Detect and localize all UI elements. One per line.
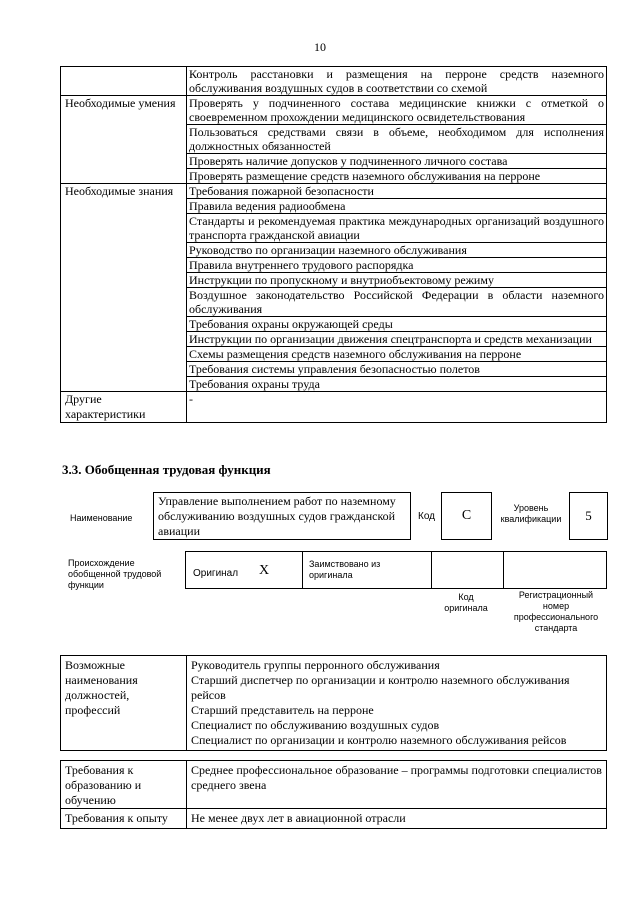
row-text: Пользоваться средствами связи в объеме, необходимом для исполнения должностных обязанностей	[187, 125, 607, 154]
code-label: Код	[418, 511, 436, 522]
table-row	[61, 392, 607, 423]
row-text: Стандарты и рекомендуемая практика международных организаций воздушного транспорта гражданской авиации	[187, 214, 607, 243]
origin-divider	[302, 551, 303, 589]
name-label: Наименование	[70, 513, 133, 523]
row-text: Проверять размещение средств наземного обслуживания на перроне	[187, 169, 607, 184]
table-row	[61, 656, 607, 751]
function-name-box	[153, 492, 411, 540]
row-text: Воздушное законодательство Российской Федерации в области наземного обслуживания	[187, 288, 607, 317]
row-text: Среднее профессиональное образование – программы подготовки специалистов среднего звена	[187, 761, 607, 809]
positions-table	[60, 655, 607, 751]
origin-label: Происхождение обобщенной трудовой функции	[68, 558, 162, 590]
origin-divider	[431, 551, 432, 589]
row-label: Другие характеристики	[61, 392, 187, 423]
original-mark: X	[259, 563, 270, 578]
section-title: 3.3. Обобщенная трудовая функция	[62, 462, 271, 477]
row-text: Контроль расстановки и размещения на перроне средств наземного обслуживания воздушных судов в соответствии со схемой	[187, 67, 607, 96]
table-row	[61, 809, 607, 829]
row-text: Проверять у подчиненного состава медицинские книжки с отметкой о своевременном прохождении медицинского освидетельствования	[187, 96, 607, 125]
row-label: Необходимые знания	[61, 184, 187, 392]
borrowed-label: Заимствовано из оригинала	[309, 559, 381, 580]
list-item: Старший представитель на перроне	[191, 703, 374, 717]
row-text: Инструкции по организации движения спецтранспорта и средств механизации	[187, 332, 607, 347]
row-text: Требования охраны труда	[187, 377, 607, 392]
table-row	[61, 67, 607, 96]
row-label: Необходимые умения	[61, 96, 187, 184]
row-text: Требования охраны окружающей среды	[187, 317, 607, 332]
function-name: Управление выполнением работ по наземному обслуживанию воздушных судов гражданской авиации	[158, 494, 396, 538]
row-label: Требования к образованию и обучению	[61, 761, 187, 809]
row-text: Схемы размещения средств наземного обслуживания на перроне	[187, 347, 607, 362]
skills-knowledge-table	[60, 66, 607, 423]
requirements-table	[60, 760, 607, 829]
list-item: Специалист по организации и контролю наземного обслуживания рейсов	[191, 733, 567, 747]
row-text: Правила ведения радиообмена	[187, 199, 607, 214]
list-item: Руководитель группы перронного обслуживания	[191, 658, 440, 672]
row-text: -	[187, 392, 607, 423]
row-text: Проверять наличие допусков у подчиненного личного состава	[187, 154, 607, 169]
level-box	[569, 492, 608, 540]
row-text: Инструкции по пропускному и внутриобъектовому режиму	[187, 273, 607, 288]
table-row	[61, 761, 607, 809]
reg-caption: Регистрационный номер профессионального стандарта	[513, 590, 599, 633]
positions-label: Возможные наименования должностей, профессий	[61, 656, 187, 751]
code-caption: Код оригинала	[444, 592, 488, 613]
list-item: Специалист по обслуживанию воздушных судов	[191, 718, 440, 732]
row-text: Не менее двух лет в авиационной отрасли	[187, 809, 607, 829]
row-label: Требования к опыту	[61, 809, 187, 829]
row-text: Руководство по организации наземного обслуживания	[187, 243, 607, 258]
code-value: C	[461, 508, 472, 523]
row-text: Правила внутреннего трудового распорядка	[187, 258, 607, 273]
level-value: 5	[585, 508, 592, 523]
positions-list	[187, 656, 607, 751]
row-text: Требования пожарной безопасности	[187, 184, 607, 199]
page-number: 10	[314, 40, 326, 54]
row-label	[61, 67, 187, 96]
table-row	[61, 184, 607, 199]
level-label: Уровень квалификации	[500, 503, 562, 524]
row-text: Требования системы управления безопасностью полетов	[187, 362, 607, 377]
original-label: Оригинал	[193, 568, 239, 579]
table-row	[61, 96, 607, 125]
list-item: Старший диспетчер по организации и контролю наземного обслуживания рейсов	[191, 673, 570, 702]
origin-divider	[503, 551, 504, 589]
code-box	[441, 492, 492, 540]
